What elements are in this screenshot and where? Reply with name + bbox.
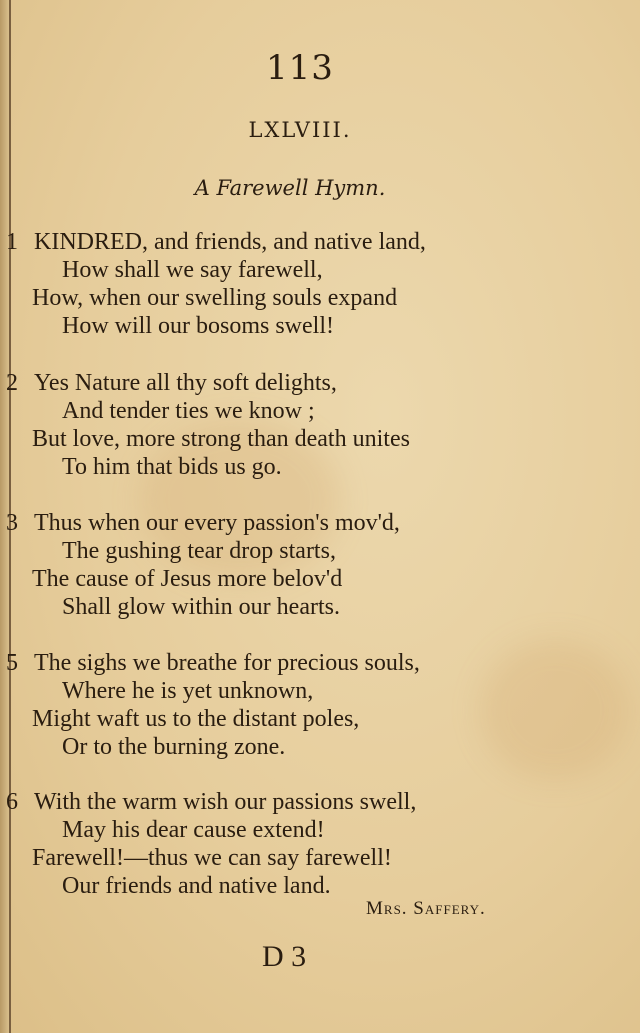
verse-line: And tender ties we know ; — [62, 398, 315, 424]
verse-line: Shall glow within our hearts. — [62, 594, 340, 620]
verse-line: Yes Nature all thy soft delights, — [34, 370, 337, 396]
verse-line: Where he is yet unknown, — [62, 678, 314, 704]
verse-line: KINDRED, and friends, and native land, — [34, 229, 426, 255]
verse-line: Or to the burning zone. — [62, 734, 286, 760]
verse-line: Farewell!—thus we can say farewell! — [32, 845, 392, 871]
verse-line: The gushing tear drop starts, — [62, 538, 336, 564]
verse-line: How will our bosoms swell! — [62, 313, 334, 339]
attribution: Mrs. Saffery. — [366, 898, 486, 919]
verse-line: May his dear cause extend! — [62, 817, 325, 843]
verse-line: The cause of Jesus more belov'd — [32, 566, 343, 592]
verse-line: To him that bids us go. — [62, 454, 282, 480]
verse-line: Might waft us to the distant poles, — [32, 706, 360, 732]
signature-mark: D 3 — [262, 940, 307, 973]
verse-line: Our friends and native land. — [62, 873, 331, 899]
verse-line: How, when our swelling souls expand — [32, 285, 398, 311]
verse-line: With the warm wish our passions swell, — [34, 789, 417, 815]
stain — [480, 640, 630, 780]
stanza-number: 5 — [6, 650, 18, 676]
verse-line: How shall we say farewell, — [62, 257, 323, 283]
stanza-number: 3 — [6, 510, 18, 536]
hymn-title: A Farewell Hymn. — [194, 176, 386, 200]
verse-line: The sighs we breathe for precious souls, — [34, 650, 420, 676]
stanza-number: 2 — [6, 370, 18, 396]
page-number: 113 — [266, 48, 334, 88]
verse-line: But love, more strong than death unites — [32, 426, 410, 452]
stanza-number: 1 — [6, 229, 18, 255]
stanza-number: 6 — [6, 789, 18, 815]
hymn-number: LXLVIII. — [248, 118, 352, 142]
verse-line: Thus when our every passion's mov'd, — [34, 510, 400, 536]
